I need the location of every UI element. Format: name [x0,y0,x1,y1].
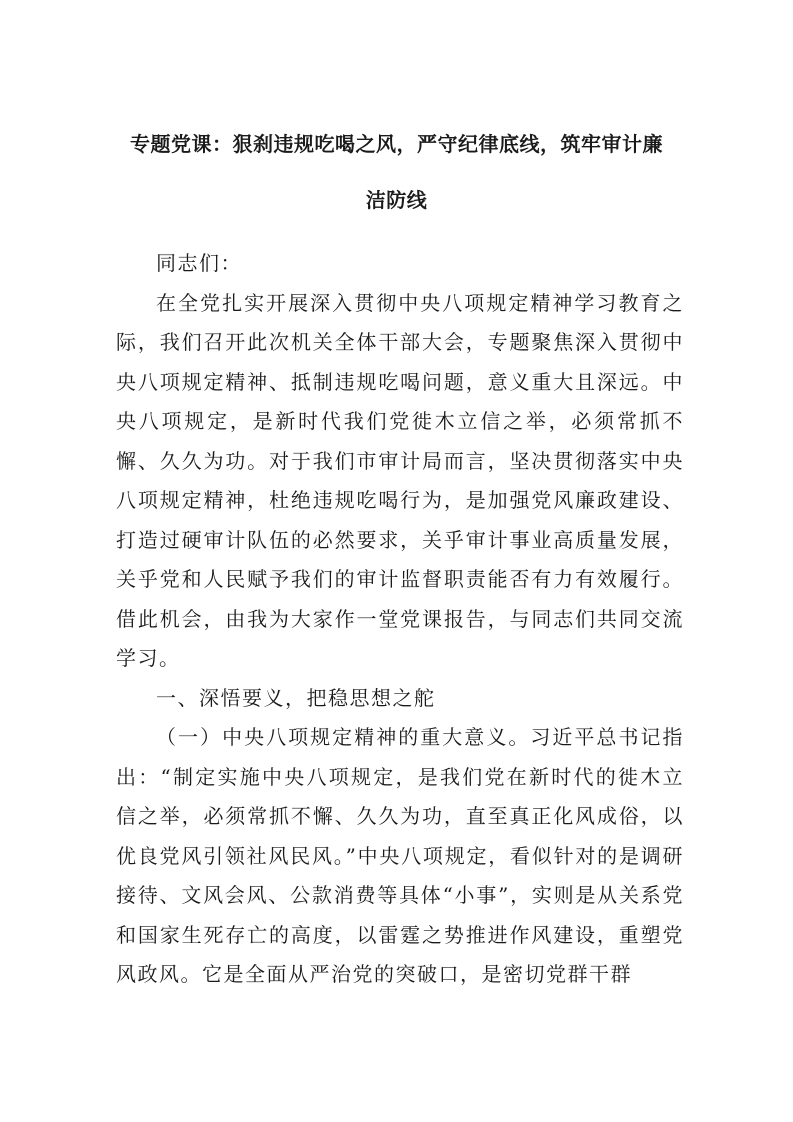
salutation: 同志们： [156,251,242,275]
section-heading-1: 一、深悟要义，把稳思想之舵 [156,685,436,710]
document-body [116,244,684,995]
document-title-line-1: 专题党课：狠刹违规吃喝之风，严守纪律底线，筑牢审计廉 [130,132,663,156]
body-paragraph-intro: 在全党扎实开展深入贯彻中央八项规定精神学习教育之际，我们召开此次机关全体干部大会，专题聚焦深入贯彻中央八项规定精神、抵制违规吃喝问题，意义重大且深远。中央八项规定，是新时代我们党徙木立信之举，必须常抓不懈、久久为功。对于我们市审计局而言，坚决贯彻落实中央八项规定精神，杜绝违规吃喝行为，是加强党风廉政建设、打造过硬审计队伍的必然要求，关乎审计事业高质量发展，关乎党和人民赋予我们的审计监督职责能否有力有效履行。借此机会，由我为大家作一堂党课报告，与同志们共同交流学习。 [116,290,684,670]
body-paragraph-section-1-1: （一）中央八项规定精神的重大意义。习近平总书记指出：“制定实施中央八项规定，是我们党在新时代的徙木立信之举，必须常抓不懈、久久为功，直至真正化风成俗，以优良党风引领社风民风。”中央八项规定，看似针对的是调研接待、文风会风、公款消费等具体“小事”，实则是从关系党和国家生死存亡的高度，以雷霆之势推进作风建设，重塑党风政风。它是全面从严治党的突破口，是密切党群干群 [116,725,684,986]
document-title-line-2: 洁防线 [365,188,428,212]
